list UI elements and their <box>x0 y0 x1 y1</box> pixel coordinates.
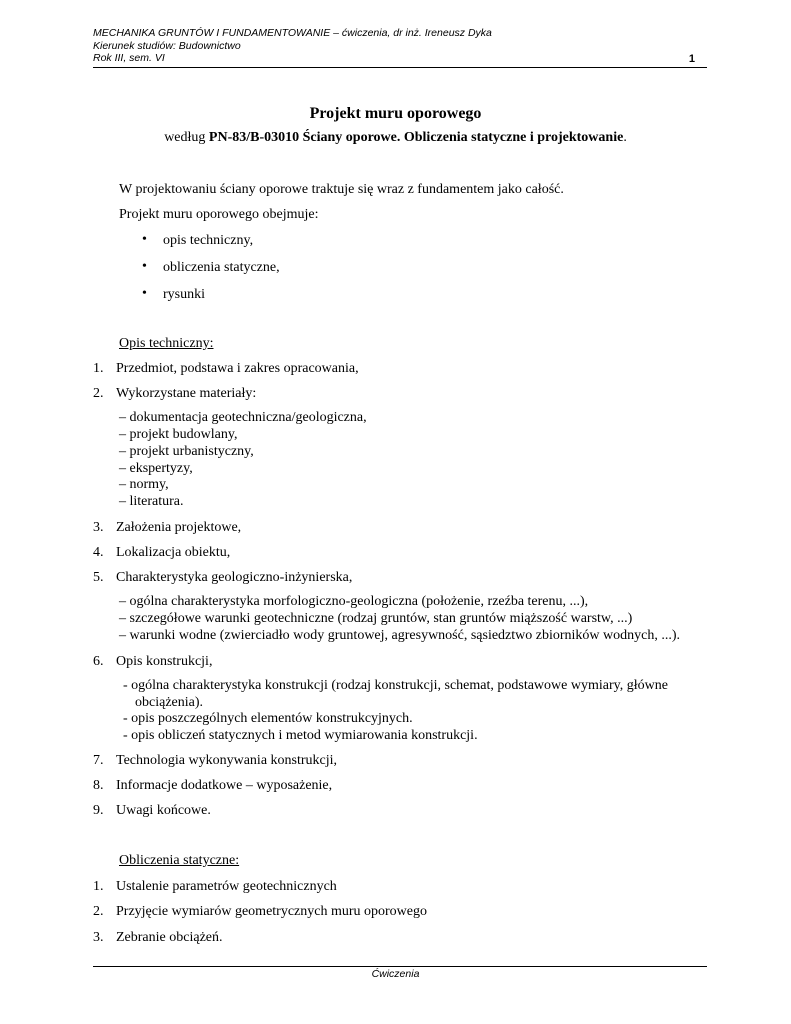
list-item: 6. Opis konstrukcji, <box>93 654 213 669</box>
subtitle-prefix: według <box>164 130 209 145</box>
sub-item: – dokumentacja geotechniczna/geologiczna, <box>119 410 367 425</box>
list-item-text: Informacje dodatkowe – wyposażenie, <box>116 778 333 793</box>
list-item: 2. Wykorzystane materiały: <box>93 386 257 401</box>
page-number: 1 <box>688 53 695 65</box>
sub-item: – warunki wodne (zwierciadło wody gruntowej, agresywność, sąsiedztwo zbiorników wodnych, ...). <box>119 628 681 643</box>
list-item-text: Założenia projektowe, <box>116 520 242 535</box>
document-subtitle <box>0 130 791 146</box>
sub-item: – literatura. <box>119 494 184 509</box>
list-item-text: Wykorzystane materiały: <box>116 386 257 401</box>
bullet-dot: • <box>142 259 147 274</box>
sub-item: - opis poszczególnych elementów konstrukcyjnych. <box>123 711 413 726</box>
list-item: 7. Technologia wykonywania konstrukcji, <box>93 753 338 768</box>
list-item-text: Zebranie obciążeń. <box>116 930 223 945</box>
section-heading-obliczenia: Obliczenia statyczne: <box>119 853 240 868</box>
page-footer: Ćwiczenia <box>371 968 420 980</box>
list-item: 4. Lokalizacja obiektu, <box>93 545 231 560</box>
header-divider <box>93 67 707 68</box>
list-item-text: Ustalenie parametrów geotechnicznych <box>116 879 337 894</box>
sub-item: – ogólna charakterystyka morfologiczno-geologiczna (położenie, rzeźba terenu, ...), <box>119 594 589 609</box>
list-item-text: Przyjęcie wymiarów geometrycznych muru oporowego <box>116 904 428 919</box>
bullet-item: opis techniczny, <box>163 233 254 248</box>
document-title: Projekt muru oporowego <box>309 105 482 122</box>
list-item: 8. Informacje dodatkowe – wyposażenie, <box>93 778 333 793</box>
list-item: 3. Zebranie obciążeń. <box>93 930 223 945</box>
footer-divider <box>93 966 707 967</box>
list-item: 2. Przyjęcie wymiarów geometrycznych muru oporowego <box>93 904 428 919</box>
header-year: Rok III, sem. VI <box>93 52 165 64</box>
sub-item: – ekspertyzy, <box>119 461 193 476</box>
header-field: Kierunek studiów: Budownictwo <box>93 39 241 52</box>
list-item: 9. Uwagi końcowe. <box>93 803 211 818</box>
sub-item: obciążenia). <box>135 695 204 710</box>
list-item-text: Opis konstrukcji, <box>116 654 213 669</box>
sub-item: – projekt budowlany, <box>119 427 238 442</box>
list-item-text: Uwagi końcowe. <box>116 803 211 818</box>
sub-item: – normy, <box>119 477 169 492</box>
bullet-dot: • <box>142 286 147 301</box>
list-item-text: Charakterystyka geologiczno-inżynierska, <box>116 570 353 585</box>
section-heading-opis: Opis techniczny: <box>119 336 214 351</box>
list-item-text: Lokalizacja obiektu, <box>116 545 231 560</box>
sub-item: - ogólna charakterystyka konstrukcji (rodzaj konstrukcji, schemat, podstawowe wymiary, główne <box>123 678 668 693</box>
list-item: 1. Przedmiot, podstawa i zakres opracowania, <box>93 361 359 376</box>
bullet-dot: • <box>142 232 147 247</box>
list-item-text: Technologia wykonywania konstrukcji, <box>116 753 338 768</box>
list-item: 3. Założenia projektowe, <box>93 520 242 535</box>
list-item: 5. Charakterystyka geologiczno-inżynierska, <box>93 570 353 585</box>
subtitle-suffix: . <box>623 130 627 145</box>
sub-item: - opis obliczeń statycznych i metod wymiarowania konstrukcji. <box>123 728 478 743</box>
bullet-item: obliczenia statyczne, <box>163 260 280 275</box>
list-item: 1. Ustalenie parametrów geotechnicznych <box>93 879 337 894</box>
subtitle-standard: PN-83/B-03010 Ściany oporowe. Obliczenia statyczne i projektowanie <box>208 130 624 145</box>
sub-item: – projekt urbanistyczny, <box>119 444 254 459</box>
page-header <box>93 27 707 65</box>
list-item-text: Przedmiot, podstawa i zakres opracowania, <box>116 361 359 376</box>
bullet-item: rysunki <box>163 287 205 302</box>
sub-item: – szczegółowe warunki geotechniczne (rodzaj gruntów, stan gruntów miąższość warstw, ...) <box>119 611 633 626</box>
header-course: MECHANIKA GRUNTÓW I FUNDAMENTOWANIE – ćwiczenia, dr inż. Ireneusz Dyka <box>93 27 492 39</box>
intro-paragraph-2: Projekt muru oporowego obejmuje: <box>119 207 319 222</box>
intro-paragraph-1: W projektowaniu ściany oporowe traktuje się wraz z fundamentem jako całość. <box>119 182 564 197</box>
